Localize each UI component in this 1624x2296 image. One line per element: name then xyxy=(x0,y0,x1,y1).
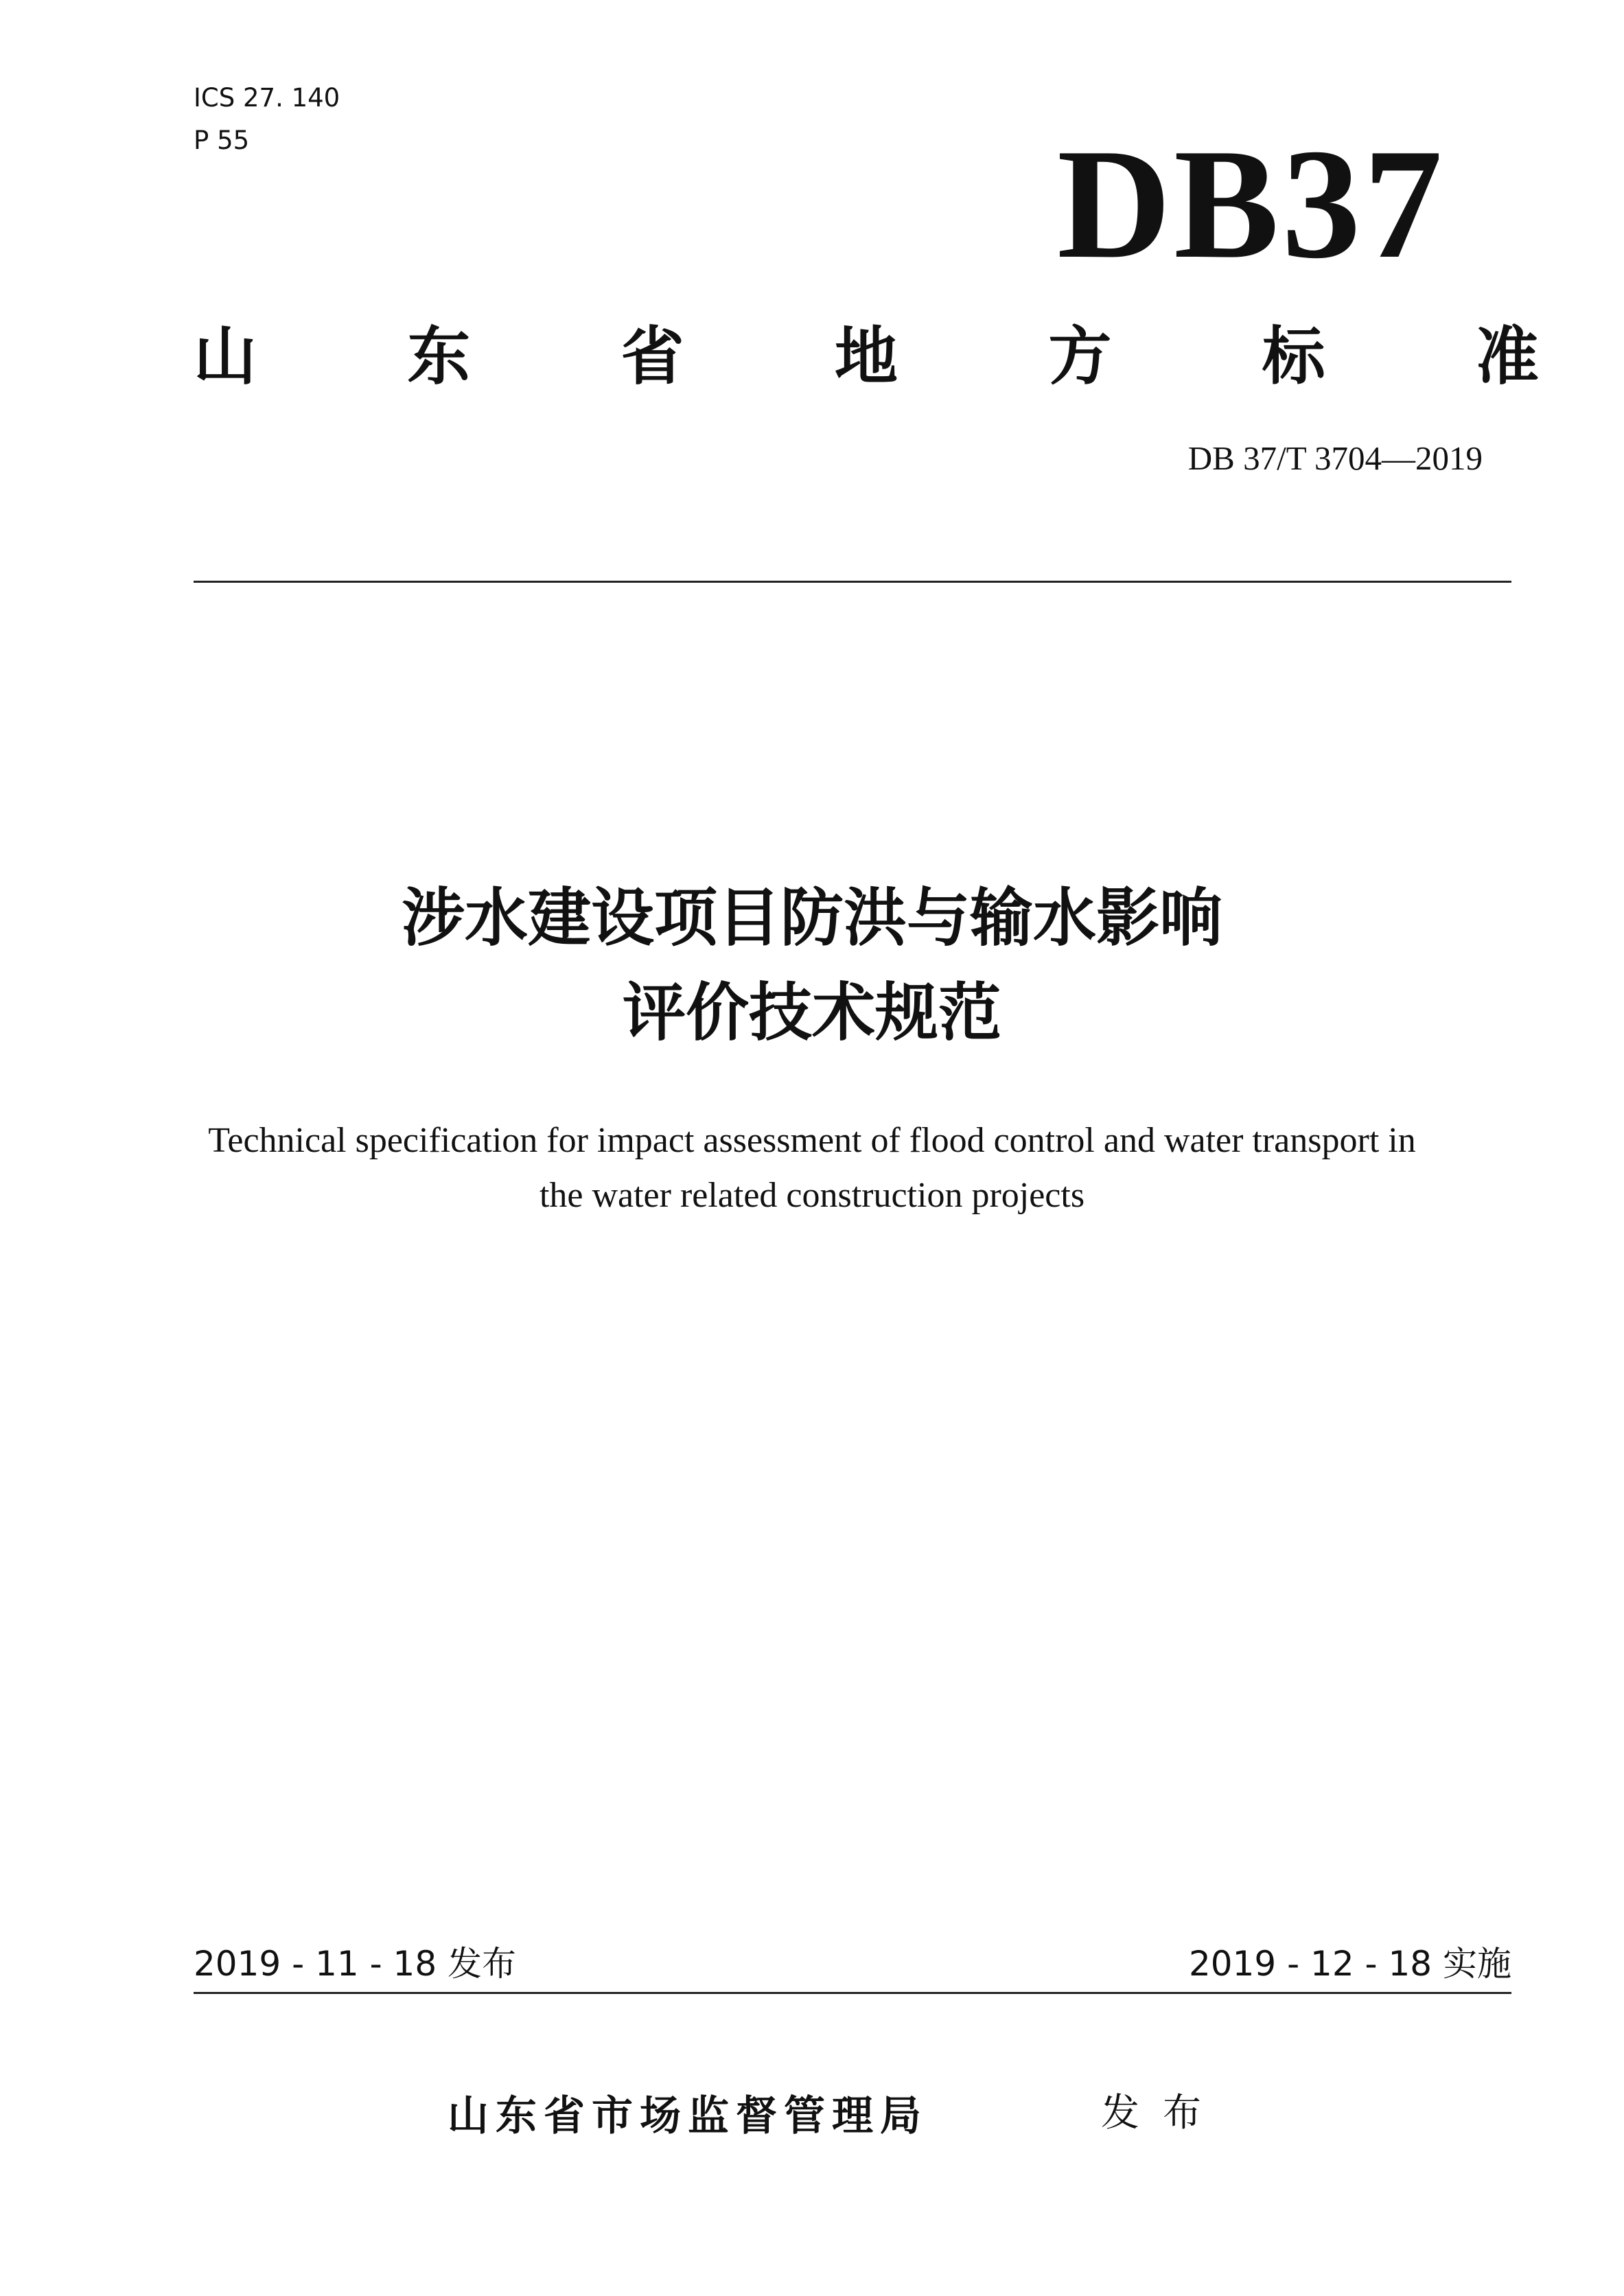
standard-number: DB 37/T 3704—2019 xyxy=(1187,439,1483,477)
standard-type-char: 准 xyxy=(1475,320,1539,393)
issued-label: 发布 xyxy=(1101,2091,1225,2135)
footer-divider xyxy=(194,1992,1511,1994)
standard-type-char: 山 xyxy=(194,320,257,393)
header-divider xyxy=(194,581,1511,583)
issue-date: 2019 - 11 - 18 发布 xyxy=(194,1944,517,1984)
standard-type-char: 标 xyxy=(1262,320,1325,393)
standard-type-char: 东 xyxy=(407,320,471,393)
document-title-cn-line-1: 涉水建设项目防洪与输水影响 xyxy=(401,881,1222,955)
standard-type-heading xyxy=(194,316,1539,398)
ccs-code: P 55 xyxy=(194,126,250,155)
standard-logo: DB37 xyxy=(1057,116,1446,291)
standard-type-char: 地 xyxy=(834,320,898,393)
document-title-cn-line-2: 评价技术规范 xyxy=(622,976,1001,1050)
ics-code: ICS 27. 140 xyxy=(194,83,340,113)
implementation-date: 2019 - 12 - 18 实施 xyxy=(1188,1944,1511,1984)
issuing-authority: 山东省市场监督管理局 xyxy=(448,2092,928,2140)
standard-type-char: 方 xyxy=(1048,320,1112,393)
document-title-en-line-2: the water related construction projects xyxy=(539,1176,1085,1215)
standard-type-char: 省 xyxy=(620,320,684,393)
document-title-en-line-1: Technical specification for impact assessment of flood control and water transport in xyxy=(208,1121,1416,1160)
